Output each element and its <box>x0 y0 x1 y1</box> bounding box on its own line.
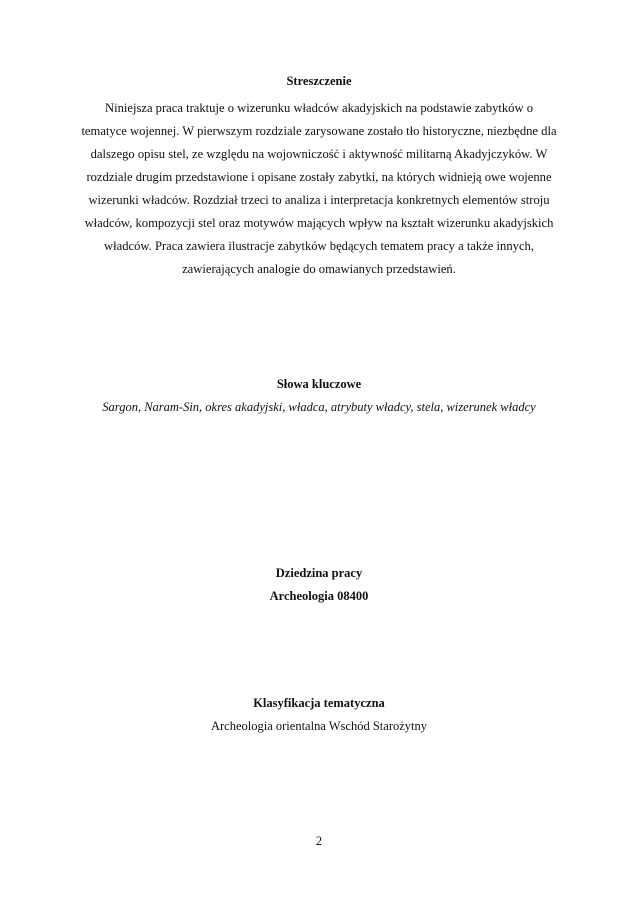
abstract-line: Niniejsza praca traktuje o wizerunku władców akadyjskich na podstawie zabytków o <box>104 101 534 115</box>
abstract-body <box>62 97 576 281</box>
abstract-line: władców. Praca zawiera ilustracje zabytków będących tematem pracy a także innych, <box>104 239 534 253</box>
keywords-heading: Słowa kluczowe <box>276 377 362 391</box>
field-heading: Dziedzina pracy <box>275 566 363 580</box>
keywords-text: Sargon, Naram-Sin, okres akadyjski, władca, atrybuty władcy, stela, wizerunek władcy <box>102 400 536 414</box>
abstract-line: wizerunki władców. Rozdział trzeci to analiza i interpretacja konkretnych elementów stroju <box>88 193 550 207</box>
field-value: Archeologia 08400 <box>269 589 369 603</box>
classification-value: Archeologia orientalna Wschód Starożytny <box>210 719 428 733</box>
abstract-heading: Streszczenie <box>286 74 352 88</box>
abstract-line: tematyce wojennej. W pierwszym rozdziale zarysowane zostało tło historyczne, niezbędne dla <box>81 124 557 138</box>
abstract-line: władców, kompozycji stel oraz motywów mających wpływ na kształt wizerunku akadyjskich <box>84 216 554 230</box>
abstract-line: rozdziale drugim przedstawione i opisane zostały zabytki, na których widnieją owe wojenne <box>86 170 552 184</box>
classification-heading: Klasyfikacja tematyczna <box>253 696 385 710</box>
abstract-line: dalszego opisu stel, ze względu na wojowniczość i aktywność militarną Akadyjczyków. W <box>90 147 548 161</box>
abstract-line: zawierających analogie do omawianych przedstawień. <box>182 262 456 276</box>
page-number: 2 <box>315 834 323 848</box>
